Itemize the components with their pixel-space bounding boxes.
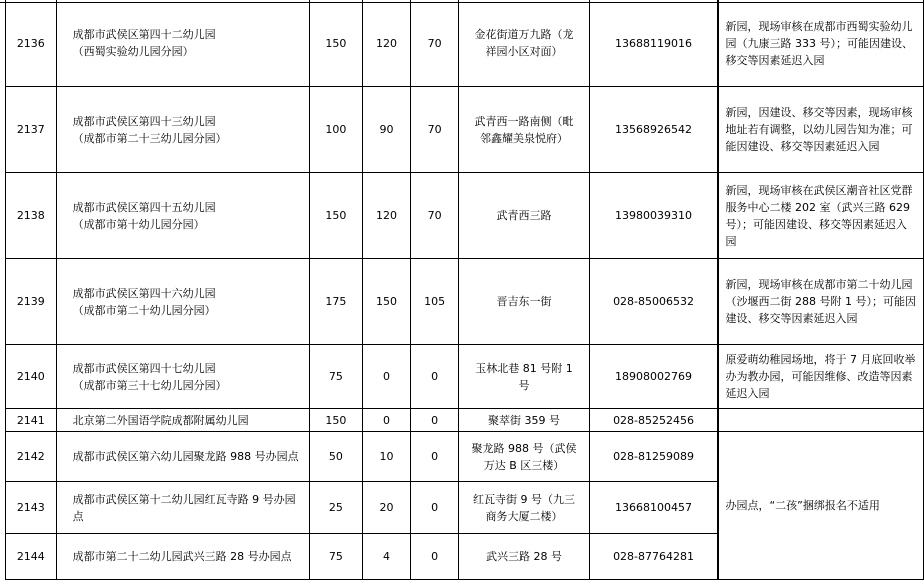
note-cell: 新园，因建设、移交等因素，现场审核地址若有调整，以幼儿园告知为准；可能因建设、移交等因素延迟入园 <box>719 87 924 173</box>
kindergarten-name-cell <box>56 173 309 259</box>
total-capacity-cell: 150 <box>309 0 363 87</box>
phone-cell: 13980039310 <box>589 173 718 259</box>
enroll-count-cell: 120 <box>363 173 411 259</box>
enroll-count-cell: 120 <box>363 0 411 87</box>
enroll-count-cell: 10 <box>363 432 411 482</box>
kindergarten-name-line1: 成都市武侯区第四十七幼儿园 <box>72 361 216 375</box>
reserve-count-cell: 0 <box>410 432 459 482</box>
kindergarten-name-line2: （成都市第二十三幼儿园分园） <box>72 131 227 145</box>
row-id-cell: 2137 <box>6 87 57 173</box>
kindergarten-name-cell <box>56 345 309 409</box>
note-cell: 新园，现场审核在武侯区潮音社区党群服务中心二楼 202 室（武兴三路 629 号）；可能因建设、移交等因素延迟入园 <box>719 173 924 259</box>
reserve-count-cell: 0 <box>410 409 459 432</box>
table-row <box>6 345 924 409</box>
phone-cell: 13668100457 <box>589 482 718 534</box>
address-cell: 晋吉东一街 <box>459 259 589 345</box>
address-cell: 聚龙路 988 号（武侯万达 B 区三楼） <box>459 432 589 482</box>
reserve-count-cell: 70 <box>410 87 459 173</box>
table-row <box>6 87 924 173</box>
kindergarten-name-cell <box>56 87 309 173</box>
address-cell: 玉林北巷 81 号附 1 号 <box>459 345 589 409</box>
enroll-count-cell: 20 <box>363 482 411 534</box>
reserve-count-cell: 105 <box>410 259 459 345</box>
table-row <box>6 173 924 259</box>
row-id-cell: 2140 <box>6 345 57 409</box>
phone-cell: 028-87764281 <box>589 534 718 580</box>
kindergarten-name-line2: （成都市第三十七幼儿园分园） <box>72 378 227 392</box>
table-row <box>6 259 924 345</box>
row-id-cell: 2144 <box>6 534 57 580</box>
kindergarten-name-line2: （成都市第二十幼儿园分园） <box>72 303 216 317</box>
reserve-count-cell: 0 <box>410 534 459 580</box>
kindergarten-name-line1: 成都市武侯区第四十五幼儿园 <box>72 200 216 214</box>
kindergarten-name-cell <box>56 409 309 432</box>
kindergarten-name-cell <box>56 0 309 87</box>
address-cell: 武青西一路南侧（毗邻鑫耀美泉悦府） <box>459 87 589 173</box>
kindergarten-name-line1: 成都市武侯区第四十六幼儿园 <box>72 286 216 300</box>
note-cell: 原爱萌幼稚园场地，将于 7 月底回收举办为教办园，可能因维修、改造等因素延迟入园 <box>719 345 924 409</box>
kindergarten-name-cell <box>56 534 309 580</box>
kindergarten-name-line1: 成都市第二十二幼儿园武兴三路 28 号办园点 <box>72 550 292 563</box>
gap-cell <box>718 534 719 580</box>
note-cell: 新园，现场审核在成都市西蜀实验幼儿园（九康三路 333 号）；可能因建设、移交等因素延迟入园 <box>719 0 924 87</box>
enroll-count-cell: 150 <box>363 259 411 345</box>
reserve-count-cell: 70 <box>410 173 459 259</box>
phone-cell: 028-85252456 <box>589 409 718 432</box>
total-capacity-cell: 50 <box>309 432 363 482</box>
total-capacity-cell: 75 <box>309 534 363 580</box>
table-row <box>6 432 924 482</box>
kindergarten-table <box>5 0 924 580</box>
gap-cell <box>718 482 719 534</box>
kindergarten-name-cell <box>56 432 309 482</box>
row-id-cell: 2142 <box>6 432 57 482</box>
row-id-cell: 2136 <box>6 0 57 87</box>
address-cell: 聚萃街 359 号 <box>459 409 589 432</box>
row-id-cell: 2141 <box>6 409 57 432</box>
address-cell: 武青西三路 <box>459 173 589 259</box>
kindergarten-name-line1: 成都市武侯区第六幼儿园聚龙路 988 号办园点 <box>72 450 299 463</box>
kindergarten-name-cell <box>56 259 309 345</box>
row-id-cell: 2143 <box>6 482 57 534</box>
enroll-count-cell: 0 <box>363 409 411 432</box>
reserve-count-cell: 0 <box>410 345 459 409</box>
note-cell-empty <box>719 409 924 432</box>
kindergarten-name-line2: （西蜀实验幼儿园分园） <box>72 45 194 58</box>
row-id-cell: 2139 <box>6 259 57 345</box>
total-capacity-cell: 100 <box>309 87 363 173</box>
total-capacity-cell: 75 <box>309 345 363 409</box>
total-capacity-cell: 150 <box>309 409 363 432</box>
table-row <box>6 0 924 87</box>
address-cell: 金花街道万九路（龙祥园小区对面） <box>459 0 589 87</box>
phone-cell: 18908002769 <box>589 345 718 409</box>
phone-cell: 13688119016 <box>589 0 718 87</box>
table-row <box>6 409 924 432</box>
kindergarten-name-line1: 成都市武侯区第四十三幼儿园 <box>72 114 216 128</box>
kindergarten-name-line1: 北京第二外国语学院成都附属幼儿园 <box>72 413 249 427</box>
kindergarten-name-line1: 成都市武侯区第四十二幼儿园 <box>72 28 216 41</box>
address-cell: 武兴三路 28 号 <box>459 534 589 580</box>
reserve-count-cell: 0 <box>410 482 459 534</box>
enroll-count-cell: 0 <box>363 345 411 409</box>
note-cell: 新园，现场审核在成都市第二十幼儿园（沙堰西二街 288 号附 1 号）；可能因建设、移交等因素延迟入园 <box>719 259 924 345</box>
phone-cell: 13568926542 <box>589 87 718 173</box>
kindergarten-name-line1: 成都市武侯区第十二幼儿园红瓦寺路 9 号办园点 <box>72 492 296 523</box>
total-capacity-cell: 25 <box>309 482 363 534</box>
phone-cell: 028-81259089 <box>589 432 718 482</box>
enroll-count-cell: 4 <box>363 534 411 580</box>
reserve-count-cell: 70 <box>410 0 459 87</box>
merged-note-cell: 办园点，“二孩”捆绑报名不适用 <box>719 432 924 580</box>
kindergarten-name-line2: （成都市第十幼儿园分园） <box>72 217 205 231</box>
total-capacity-cell: 150 <box>309 173 363 259</box>
enroll-count-cell: 90 <box>363 87 411 173</box>
row-id-cell: 2138 <box>6 173 57 259</box>
phone-cell: 028-85006532 <box>589 259 718 345</box>
address-cell: 红瓦寺街 9 号（九三商务大厦二楼） <box>459 482 589 534</box>
total-capacity-cell: 175 <box>309 259 363 345</box>
kindergarten-name-cell <box>56 482 309 534</box>
